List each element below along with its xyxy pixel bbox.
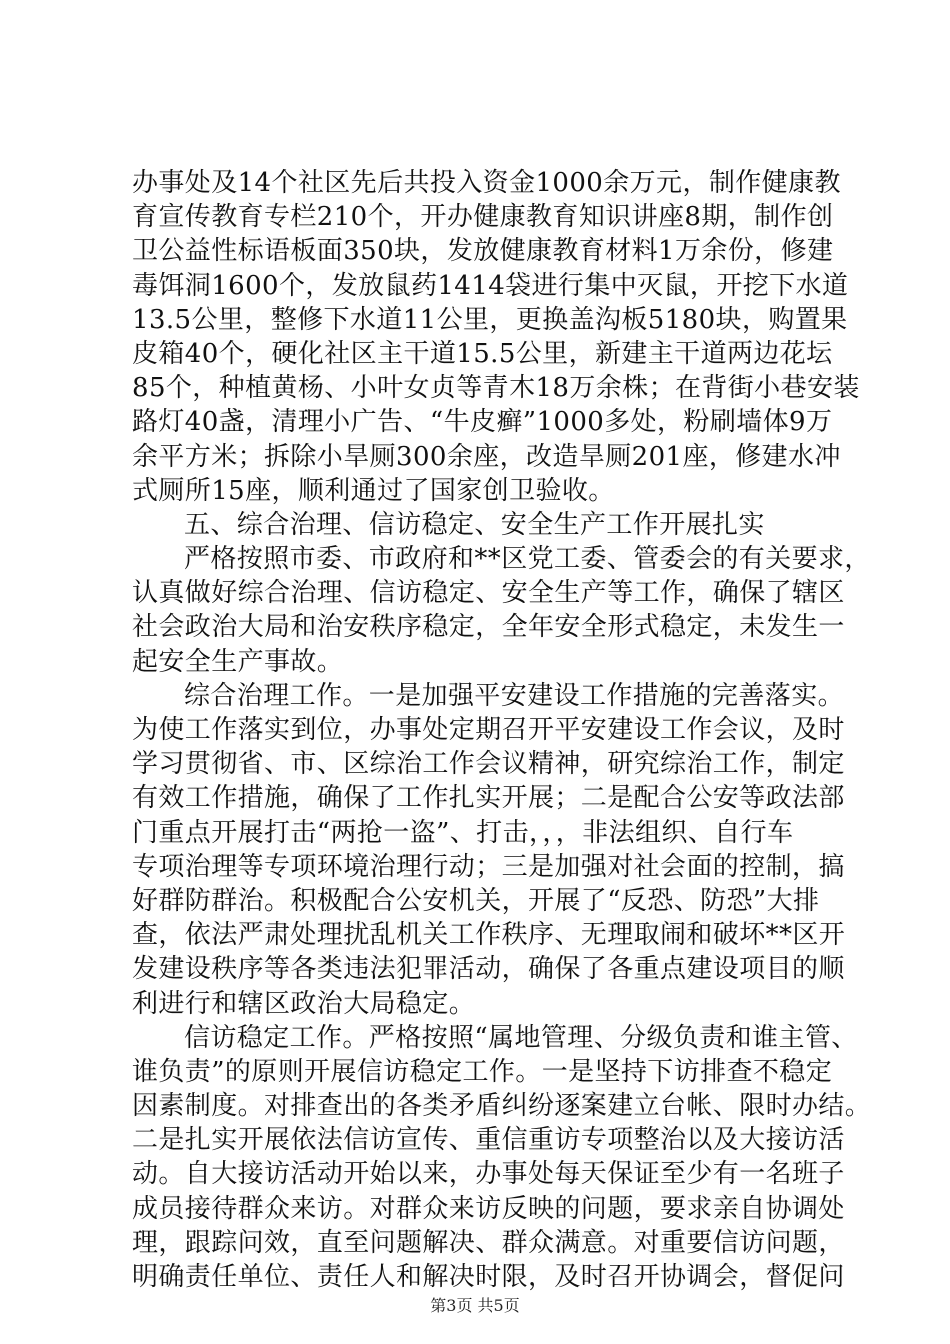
text-line: 育宣传教育专栏210个，开办健康教育知识讲座8期，制作创 [132, 202, 834, 233]
text-line: 利进行和辖区政治大局稳定。 [132, 988, 476, 1019]
text-line: 因素制度。对排查出的各类矛盾纠纷逐案建立台帐、限时办结。 [132, 1091, 872, 1122]
text-line: 办事处及14个社区先后共投入资金1000余万元，制作健康教 [132, 168, 841, 198]
text-line: 成员接待群众来访。对群众来访反映的问题，要求亲自协调处 [132, 1193, 845, 1224]
text-line: 门重点开展打击“两抢一盗”、打击，，，非法组织、自行车 [132, 817, 794, 848]
text-line: 为使工作落实到位，办事处定期召开平安建设工作会议，及时 [132, 715, 845, 745]
section-heading: 五、综合治理、信访稳定、安全生产工作开展扎实 [184, 509, 765, 540]
text-line: 有效工作措施，确保了工作扎实开展；二是配合公安等政法部 [132, 783, 845, 814]
paragraph-start: 严格按照市委、市政府和**区党工委、管委会的有关要求， [184, 544, 871, 575]
text-line: 毒饵洞1600个，发放鼠药1414袋进行集中灭鼠，开挖下水道 [132, 270, 849, 301]
text-line: 动。自大接访活动开始以来，办事处每天保证至少有一名班子 [132, 1159, 845, 1190]
text-line: 明确责任单位、责任人和解决时限，及时召开协调会，督促问 [132, 1262, 845, 1292]
text-line: 85个，种植黄杨、小叶女贞等青木18万余株；在背街小巷安装 [132, 373, 860, 404]
text-line: 起安全生产事故。 [132, 646, 344, 677]
text-line: 学习贯彻省、市、区综治工作会议精神，研究综治工作，制定 [132, 749, 845, 780]
text-line: 卫公益性标语板面350块，发放健康教育材料1万余份，修建 [132, 236, 834, 267]
text-line: 发建设秩序等各类违法犯罪活动，确保了各重点建设项目的顺 [132, 954, 845, 985]
text-line: 认真做好综合治理、信访稳定、安全生产等工作，确保了辖区 [132, 578, 845, 609]
text-line: 谁负责”的原则开展信访稳定工作。一是坚持下访排查不稳定 [132, 1056, 833, 1087]
page-footer: 第3页 共5页 [430, 1296, 520, 1315]
text-line: 专项治理等专项环境治理行动；三是加强对社会面的控制，搞 [132, 851, 845, 882]
text-line: 路灯40盏，清理小广告、“牛皮癣”1000多处，粉刷墙体9万 [132, 407, 833, 438]
text-line: 好群防群治。积极配合公安机关，开展了“反恐、防恐”大排 [132, 885, 820, 916]
text-line: 13.5公里，整修下水道11公里，更换盖沟板5180块，购置果 [132, 304, 848, 335]
text-line: 查，依法严肃处理扰乱机关工作秩序、无理取闹和破坏**区开 [132, 920, 846, 951]
text-line: 余平方米；拆除小旱厕300余座，改造旱厕201座，修建水冲 [132, 441, 841, 472]
body-text [132, 166, 872, 1294]
paragraph-start: 综合治理工作。一是加强平安建设工作措施的完善落实。 [184, 680, 845, 711]
text-line: 二是扎实开展依法信访宣传、重信重访专项整治以及大接访活 [132, 1125, 845, 1156]
text-line: 式厕所15座，顺利通过了国家创卫验收。 [132, 475, 615, 506]
text-line: 理，跟踪问效，直至问题解决、群众满意。对重要信访问题， [132, 1227, 845, 1258]
paragraph-start: 信访稳定工作。严格按照“属地管理、分级负责和谁主管、 [184, 1022, 858, 1053]
text-line: 社会政治大局和治安秩序稳定，全年安全形式稳定，未发生一 [132, 612, 845, 643]
text-line: 皮箱40个，硬化社区主干道15.5公里，新建主干道两边花坛 [132, 338, 833, 369]
